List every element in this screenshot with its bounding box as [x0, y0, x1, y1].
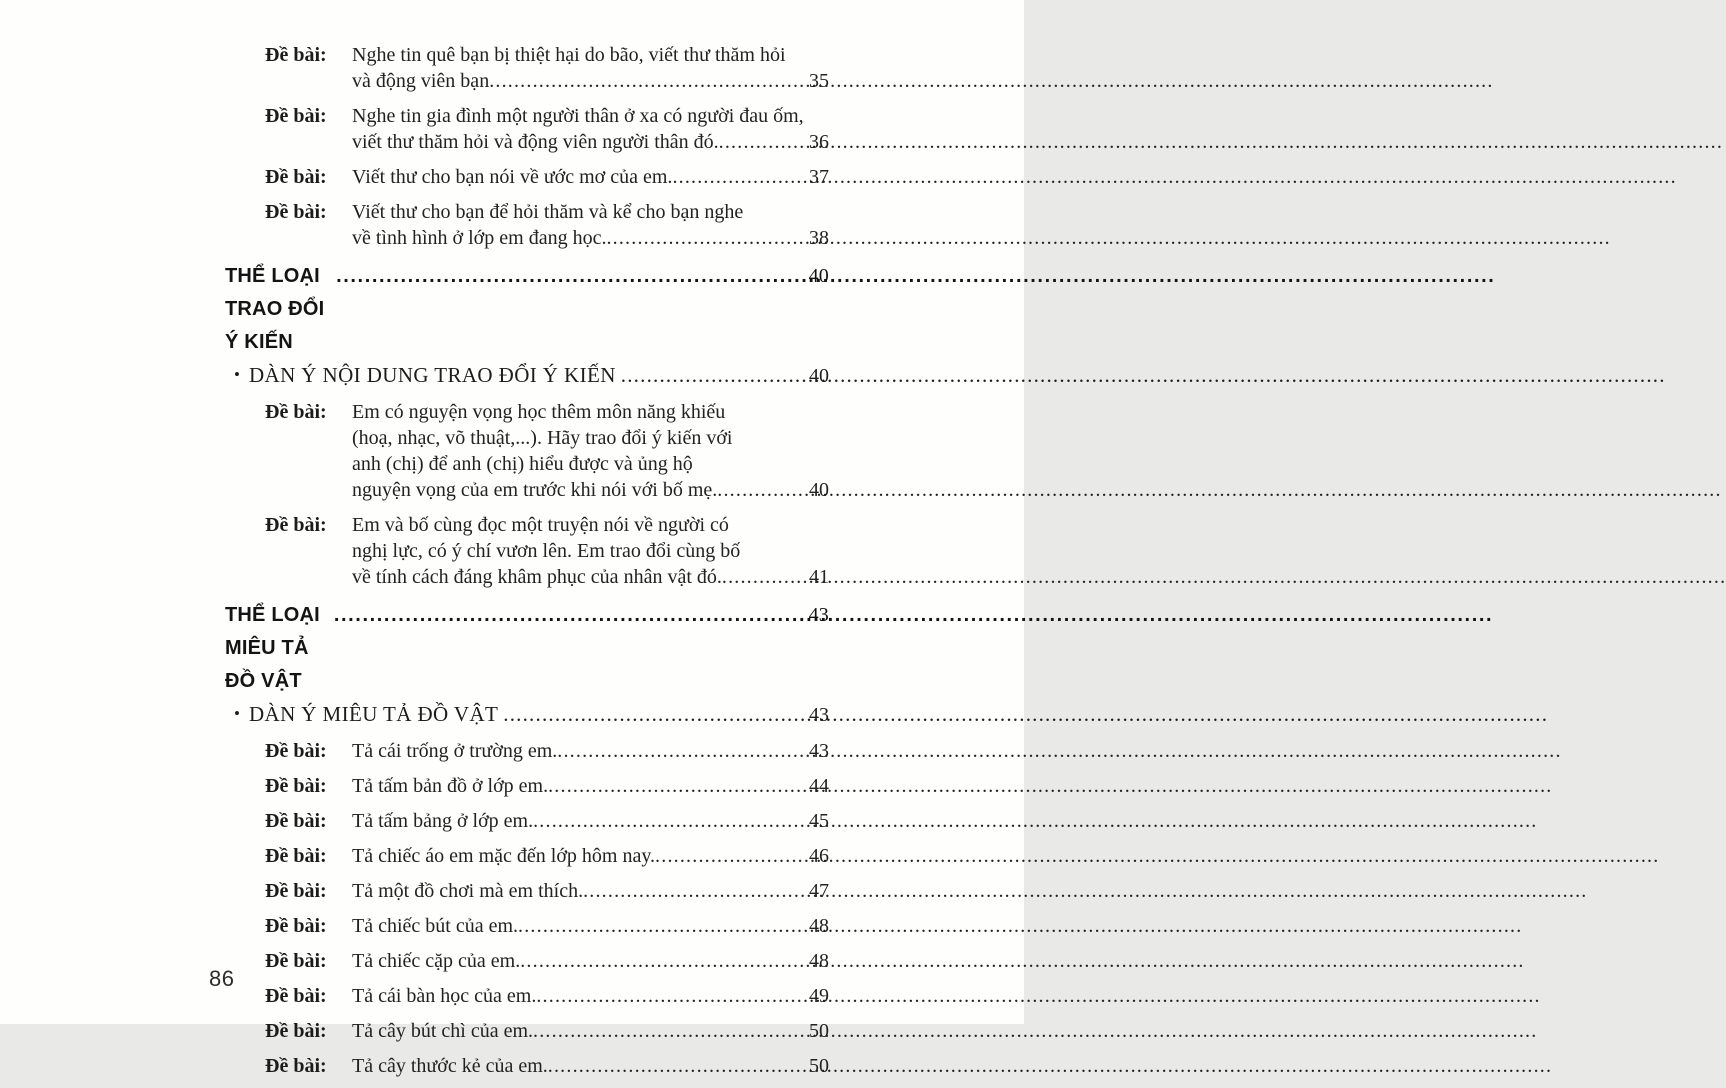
dot-leader — [655, 843, 809, 869]
entry-page-ref: 43 — [809, 740, 829, 762]
entry-page-ref: 40 — [809, 479, 829, 501]
dot-leader — [621, 359, 809, 392]
entry-last-line — [352, 983, 829, 1009]
entry-last-line — [352, 913, 829, 939]
entry-body — [352, 1018, 829, 1044]
section-title: THỂ LOẠI MIÊU TẢ ĐỒ VẬT — [225, 604, 320, 692]
toc-entry — [265, 983, 829, 1009]
entry-body — [352, 983, 829, 1009]
entry-text: anh (chị) để anh (chị) hiểu được và ủng hộ — [352, 453, 693, 475]
subsection-header — [225, 359, 829, 393]
entry-page-ref: 44 — [809, 775, 829, 797]
entry-page-ref: 45 — [809, 810, 829, 832]
entry-label: Đề bài: — [265, 985, 327, 1007]
entry-label: Đề bài: — [265, 166, 327, 188]
entry-text: Em có nguyện vọng học thêm môn năng khiếu — [352, 401, 726, 423]
toc-entry — [265, 399, 829, 503]
entry-page-ref: 41 — [809, 566, 829, 588]
entry-label: Đề bài: — [265, 740, 327, 762]
entry-text: và động viên bạn — [352, 70, 490, 92]
entry-label: Đề bài: — [265, 775, 327, 797]
entry-text: Tả chiếc cặp của em. — [352, 950, 521, 972]
entry-label: Đề bài: — [265, 1055, 327, 1077]
entry-body — [352, 42, 829, 94]
entry-text: Tả chiếc áo em mặc đến lớp hôm nay. — [352, 845, 656, 867]
toc-entry — [265, 948, 829, 974]
entry-text: Viết thư cho bạn nói về ước mơ của em. — [352, 166, 673, 188]
entry-page-ref: 49 — [809, 985, 829, 1007]
dot-leader — [672, 164, 809, 190]
subsection-title: DÀN Ý NỘI DUNG TRAO ĐỔI Ý KIẾN — [248, 363, 616, 387]
toc-entry — [265, 103, 829, 155]
entry-label: Đề bài: — [265, 201, 327, 223]
entry-label: Đề bài: — [265, 1020, 327, 1042]
toc-entry — [265, 843, 829, 869]
toc-entry — [265, 512, 829, 590]
entry-label: Đề bài: — [265, 880, 327, 902]
entry-last-line — [352, 738, 829, 764]
entry-text: Nghe tin gia đình một người thân ở xa có người đau ốm, — [352, 105, 804, 127]
entry-last-line — [352, 843, 829, 869]
entry-text: nghị lực, có ý chí vươn lên. Em trao đổi cùng bố — [352, 540, 741, 562]
entry-label: Đề bài: — [265, 845, 327, 867]
entry-last-line — [352, 1053, 829, 1079]
toc-entry — [265, 913, 829, 939]
entry-text: Tả tấm bảng ở lớp em. — [352, 810, 534, 832]
entry-label: Đề bài: — [265, 514, 327, 536]
entry-body — [352, 164, 829, 190]
entry-last-line — [352, 477, 829, 503]
entry-body — [352, 103, 829, 155]
dot-leader — [533, 1018, 809, 1044]
dot-leader — [717, 477, 809, 503]
toc-entry — [265, 1053, 829, 1079]
toc-entry — [265, 1018, 829, 1044]
entry-last-line — [352, 564, 829, 590]
dot-leader — [533, 808, 809, 834]
toc-entry — [265, 199, 829, 251]
entry-label: Đề bài: — [265, 810, 327, 832]
entry-last-line — [352, 1018, 829, 1044]
entry-body — [352, 773, 829, 799]
entry-text: Tả cái trống ở trường em. — [352, 740, 558, 762]
entry-page-ref: 36 — [809, 131, 829, 153]
subsection-header — [225, 698, 829, 732]
entry-text: Tả cây bút chì của em. — [352, 1020, 534, 1042]
entry-last-line — [352, 773, 829, 799]
entry-label: Đề bài: — [265, 105, 327, 127]
toc-entry — [265, 808, 829, 834]
entry-body — [352, 199, 829, 251]
entry-body — [352, 738, 829, 764]
section-title: THỂ LOẠI TRAO ĐỔI Ý KIẾN — [225, 265, 325, 353]
dot-leader — [334, 599, 807, 632]
section-header — [225, 260, 829, 359]
entry-body — [352, 948, 829, 974]
entry-page-ref: 48 — [809, 950, 829, 972]
page-number: 86 — [209, 966, 235, 991]
entry-page-ref: 47 — [809, 880, 829, 902]
entry-text: Tả chiếc bút của em. — [352, 915, 519, 937]
dot-leader — [336, 260, 807, 293]
section-page-ref: 43 — [808, 604, 829, 626]
entry-text: Em và bố cùng đọc một truyện nói về người có — [352, 514, 729, 536]
entry-text: nguyện vọng của em trước khi nói với bố mẹ. — [352, 479, 718, 501]
entry-page-ref: 50 — [809, 1020, 829, 1042]
entry-text: Viết thư cho bạn để hỏi thăm và kể cho bạn nghe — [352, 201, 744, 223]
entry-body — [352, 808, 829, 834]
toc-entry — [265, 878, 829, 904]
entry-last-line — [352, 948, 829, 974]
dot-leader — [557, 738, 809, 764]
toc-entry — [265, 738, 829, 764]
bullet-icon: • — [234, 365, 240, 384]
entry-body — [352, 399, 829, 503]
entry-text: Tả cây thước kẻ của em. — [352, 1055, 548, 1077]
section-header — [225, 599, 829, 698]
dot-leader — [518, 913, 809, 939]
entry-page-ref: 48 — [809, 915, 829, 937]
entry-last-line — [352, 225, 829, 251]
bullet-icon: • — [234, 704, 240, 723]
dot-leader — [548, 1053, 809, 1079]
entry-text: về tình hình ở lớp em đang học. — [352, 227, 607, 249]
entry-page-ref: 35 — [809, 70, 829, 92]
entry-label: Đề bài: — [265, 950, 327, 972]
entry-page-ref: 46 — [809, 845, 829, 867]
toc-entry — [265, 773, 829, 799]
toc-list — [225, 42, 829, 1079]
dot-leader — [489, 68, 809, 94]
entry-page-ref: 37 — [809, 166, 829, 188]
table-of-contents — [225, 42, 829, 1088]
dot-leader — [520, 948, 809, 974]
entry-text: Tả cái bàn học của em. — [352, 985, 537, 1007]
entry-text: viết thư thăm hỏi và động viên người thân đó. — [352, 131, 719, 153]
section-page-ref: 40 — [808, 265, 829, 287]
entry-last-line — [352, 68, 829, 94]
dot-leader — [719, 129, 809, 155]
dot-leader — [548, 773, 809, 799]
entry-label: Đề bài: — [265, 915, 327, 937]
toc-entry — [265, 42, 829, 94]
entry-body — [352, 512, 829, 590]
entry-body — [352, 878, 829, 904]
entry-label: Đề bài: — [265, 401, 327, 423]
subsection-page-ref: 40 — [809, 365, 829, 387]
entry-text: Nghe tin quê bạn bị thiệt hại do bão, viết thư thăm hỏi — [352, 44, 786, 66]
toc-entry — [265, 164, 829, 190]
entry-text: Tả một đồ chơi mà em thích. — [352, 880, 584, 902]
entry-page-ref: 50 — [809, 1055, 829, 1077]
dot-leader — [722, 564, 809, 590]
dot-leader — [583, 878, 809, 904]
dot-leader — [536, 983, 809, 1009]
dot-leader — [606, 225, 809, 251]
entry-text: Tả tấm bản đồ ở lớp em. — [352, 775, 549, 797]
entry-page-ref: 38 — [809, 227, 829, 249]
entry-last-line — [352, 164, 829, 190]
entry-body — [352, 1053, 829, 1079]
entry-last-line — [352, 878, 829, 904]
entry-last-line — [352, 129, 829, 155]
entry-text: về tính cách đáng khâm phục của nhân vật đó. — [352, 566, 722, 588]
subsection-title: DÀN Ý MIÊU TẢ ĐỒ VẬT — [248, 702, 499, 726]
entry-body — [352, 913, 829, 939]
entry-label: Đề bài: — [265, 44, 327, 66]
entry-body — [352, 843, 829, 869]
dot-leader — [503, 698, 809, 731]
subsection-page-ref: 43 — [809, 704, 829, 726]
entry-text: (hoạ, nhạc, võ thuật,...). Hãy trao đổi ý kiến với — [352, 427, 733, 449]
entry-last-line — [352, 808, 829, 834]
